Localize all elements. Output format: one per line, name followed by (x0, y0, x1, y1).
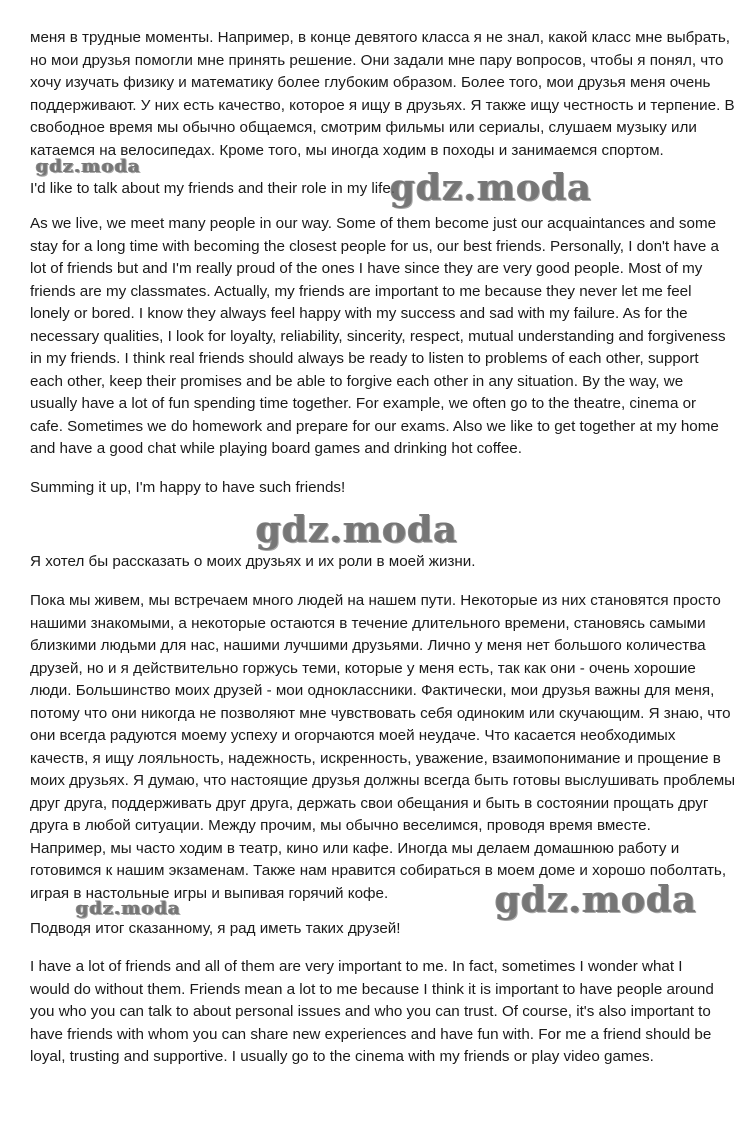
paragraph-en-intro (30, 178, 720, 201)
text-line: cafe. Sometimes we do homework and prepare for our exams. Also we like to get together at my home (30, 417, 719, 435)
text-line: Summing it up, I'm happy to have such friends! (30, 479, 346, 496)
paragraph-ru-body (30, 590, 736, 905)
text-line: катаемся на велосипедах. Кроме того, мы иногда ходим в походы и занимаемся спортом. (30, 141, 664, 159)
text-line: each other, keep their promises and be able to forgive each other in any situation. By the way, we (30, 372, 684, 390)
text-line: меня в трудные моменты. Например, в конце девятого класса я не знал, какой класс мне выбрать, (30, 29, 730, 46)
paragraph-ru-summary (30, 918, 720, 941)
text-line: stay for a long time with becoming the closest people for us, our best friends. Personally, I don't have a (30, 237, 719, 255)
text-line: necessary qualities, I look for loyalty, reliability, sincerity, respect, mutual understanding and forgiveness (30, 327, 726, 345)
text-line: хочу изучать физику и математику более глубоким образом. Более того, мои друзья меня очень (30, 74, 711, 91)
text-line: свободное время мы обычно общаемся, смотрим фильмы или сериалы, слушаем музыку или (30, 119, 697, 136)
text-line: As we live, we meet many people in our way. Some of them become just our acquaintances and some (30, 215, 717, 232)
text-line: Пока мы живем, мы встречаем много людей на нашем пути. Некоторые из них становятся просто (30, 592, 721, 609)
text-line: lot of friends but and I'm really proud of the ones I have since they are very good people. Most of my (30, 260, 703, 277)
text-line: would do without them. Friends mean a lot to me because I think it is important to have people around (30, 980, 714, 998)
text-line: I have a lot of friends and all of them are very important to me. In fact, sometimes I wonder what I (30, 958, 683, 975)
text-line: моих друзьях. Я думаю, что настоящие друзья должны всегда быть готовы выслушивать проблемы (30, 772, 736, 789)
text-line: loyal, trusting and supportive. I usually go to the cinema with my friends or play video games. (30, 1048, 654, 1065)
text-line: нашими знакомыми, а некоторые остаются в течение длительного времени, становясь самыми (30, 614, 706, 632)
text-line: have friends with whom you can share new experiences and have fun with. For me a friend should be (30, 1025, 712, 1043)
watermark-logo: gdz.moda (76, 898, 181, 919)
watermark-logo: gdz.moda (256, 509, 458, 551)
text-line: но мои друзья помогли мне принять решение. Они задали мне пару вопросов, чтобы я понял, что (30, 51, 724, 69)
text-line: Я хотел бы рассказать о моих друзьях и их роли в моей жизни. (30, 553, 476, 570)
text-line: поддерживают. У них есть качество, которое я ищу в друзьях. Я также ищу честность и терпение. В (30, 96, 735, 114)
text-line: Подводя итог сказанному, я рад иметь таких друзей! (30, 920, 401, 937)
text-line: in my friends. I think real friends should always be ready to listen to problems of each other, support (30, 350, 699, 367)
watermark-logo: gdz.moda (495, 879, 697, 921)
text-line: друг друга, поддерживать друг друга, держать свои обещания и быть в состоянии прощать друг (30, 794, 709, 812)
text-line: friends are my classmates. Actually, my friends are important to me because they never let me feel (30, 282, 692, 300)
text-line: они всегда радуются моему успеху и огорчаются моей неудаче. Что касается необходимых (30, 727, 676, 744)
text-line: Например, мы часто ходим в театр, кино или кафе. Иногда мы делаем домашнюю работу и (30, 839, 680, 857)
text-line: готовимся к нашим экзаменам. Также нам нравится собираться в моем доме и хорошо поболтать, (30, 862, 727, 879)
text-line: потому что они никогда не позволяют мне чувствовать себя одиноким или скучающим. Я знаю, что (30, 704, 731, 722)
text-line: and have a good chat while playing board games and drinking hot coffee. (30, 440, 522, 457)
watermark-logo: gdz.moda (36, 156, 141, 177)
paragraph-en-summary (30, 477, 720, 500)
paragraph-en-second (30, 956, 720, 1069)
text-line: качеств, я ищу лояльность, надежность, искренность, уважение, взаимопонимание и прощение в (30, 749, 721, 767)
text-line: I'd like to talk about my friends and their role in my life. (30, 180, 396, 197)
text-line: usually have a lot of fun spending time together. For example, we often go to the theatre, cinema or (30, 395, 697, 412)
text-line: друга в любой ситуации. Между прочим, мы обычно веселимся, проводя время вместе. (30, 817, 651, 834)
watermark-logo: gdz.moda (390, 167, 592, 209)
text-line: друзей, но и я действительно горжусь теми, которые у меня есть, так как они - очень хорошие (30, 659, 696, 677)
paragraph-ru-intro (30, 551, 720, 574)
text-line: люди. Большинство моих друзей - мои одноклассники. Фактически, мои друзья важны для меня, (30, 682, 715, 699)
text-line: you who you can talk to about personal issues and who you can trust. Of course, it's also important to (30, 1003, 711, 1020)
text-line: близкими людьми для нас, нашими лучшими друзьями. Лично у меня нет большого количества (30, 637, 706, 654)
text-line: lonely or bored. I know they always feel happy with my success and sad with my failure. As for the (30, 305, 688, 322)
paragraph-en-body (30, 213, 726, 461)
text-line: играя в настольные игры и выпивая горячий кофе. (30, 884, 389, 902)
paragraph-ru-continued (30, 27, 735, 162)
